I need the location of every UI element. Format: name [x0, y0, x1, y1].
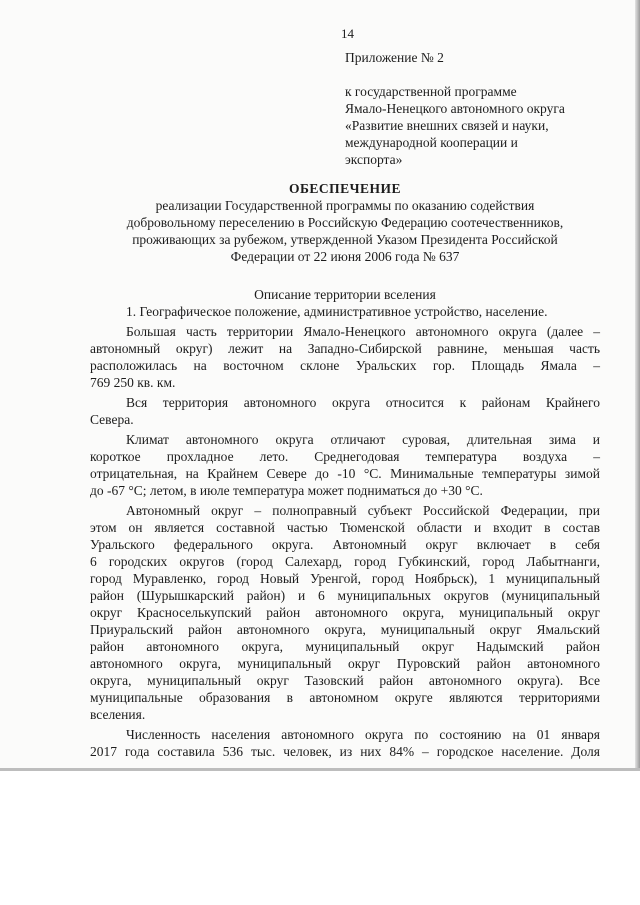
paragraph-line: Севера. [90, 412, 134, 427]
paragraph [90, 726, 600, 760]
scan-edge [635, 0, 640, 770]
appendix-line: к государственной программе [345, 84, 517, 99]
appendix-line: экспорта» [345, 152, 403, 167]
paragraph [90, 323, 600, 391]
paragraph [90, 502, 600, 723]
paragraph-line: 6 городских округов (город Салехард, город Губкинский, город Лабытнанги, [90, 554, 600, 569]
document-subtitle [90, 197, 600, 265]
appendix-line: международной кооперации и [345, 135, 518, 150]
paragraph-line: отрицательная, на Крайнем Севере до -10 °С. Минимальные температуры зимой [90, 466, 600, 481]
paragraph [90, 431, 600, 499]
paragraph-line: автономный округ) лежит на Западно-Сибирской равнине, меньшая часть [90, 341, 600, 356]
paragraph-line: расположилась на восточном склоне Уральских гор. Площадь Ямала – [90, 358, 600, 373]
paragraph-line: Приуральский район автономного округа, муниципальный округ Ямальский [90, 622, 600, 637]
paragraph-line: этом он является составной частью Тюменской области и входит в состав [90, 520, 600, 535]
scan-edge [0, 768, 640, 771]
subtitle-line: реализации Государственной программы по оказанию содействия [155, 198, 535, 213]
paragraph-line: Уральского федерального округа. Автономный округ включает в себя [90, 537, 600, 552]
paragraph-line: вселения. [90, 707, 146, 722]
appendix-line: Ямало-Ненецкого автономного округа [345, 101, 565, 116]
paragraph-line: Автономный округ – полноправный субъект Российской Федерации, при [126, 503, 600, 518]
paragraph-line: район (Шурышкарский район) и 6 муниципальных округов (муниципальный [90, 588, 600, 603]
subtitle-line: добровольному переселению в Российскую Федерацию соотечественников, [126, 215, 564, 230]
paragraph-line: 2017 года составила 536 тыс. человек, из них 84% – городское население. Доля [90, 744, 600, 759]
body-text [90, 303, 600, 763]
paragraph-line: короткое прохладное лето. Среднегодовая температура воздуха – [90, 449, 600, 464]
page-number: 14 [341, 26, 354, 41]
paragraph-line: 1. Географическое положение, административное устройство, население. [126, 304, 548, 319]
paragraph-line: район автономного округа, муниципальный округ Надымский район [90, 639, 600, 654]
paragraph-line: Вся территория автономного округа относится к районам Крайнего [126, 395, 600, 410]
paragraph-line: автономного округа, муниципальный округ Пуровский район автономного [90, 656, 600, 671]
paragraph-line: Большая часть территории Ямало-Ненецкого автономного округа (далее – [126, 324, 600, 339]
paragraph-line: муниципальные образования в автономном округе являются территориями [90, 690, 600, 705]
appendix-line: «Развитие внешних связей и науки, [345, 118, 549, 133]
paragraph-line: округа, муниципальный округ Тазовский район автономного округа). Все [90, 673, 600, 688]
paragraph [90, 303, 600, 320]
section-title: Описание территории вселения [254, 287, 436, 302]
paragraph-line: город Муравленко, город Новый Уренгой, город Ноябрьск), 1 муниципальный [90, 571, 600, 586]
paragraph-line: до -67 °С; летом, в июле температура может подниматься до +30 °С. [90, 483, 483, 498]
paragraph-line: Численность населения автономного округа по состоянию на 01 января [126, 727, 600, 742]
document-title: ОБЕСПЕЧЕНИЕ [288, 181, 402, 196]
subtitle-line: проживающих за рубежом, утвержденной Указом Президента Российской [132, 232, 558, 247]
paragraph-line: округ Красноселькупский район автономного округа, муниципальный округ [90, 605, 600, 620]
paragraph [90, 394, 600, 428]
appendix-title: Приложение № 2 [345, 50, 444, 65]
appendix-block [345, 49, 615, 168]
paragraph-line: Климат автономного округа отличают суровая, длительная зима и [126, 432, 600, 447]
subtitle-line: Федерации от 22 июня 2006 года № 637 [230, 249, 460, 264]
paragraph-line: 769 250 кв. км. [90, 375, 176, 390]
